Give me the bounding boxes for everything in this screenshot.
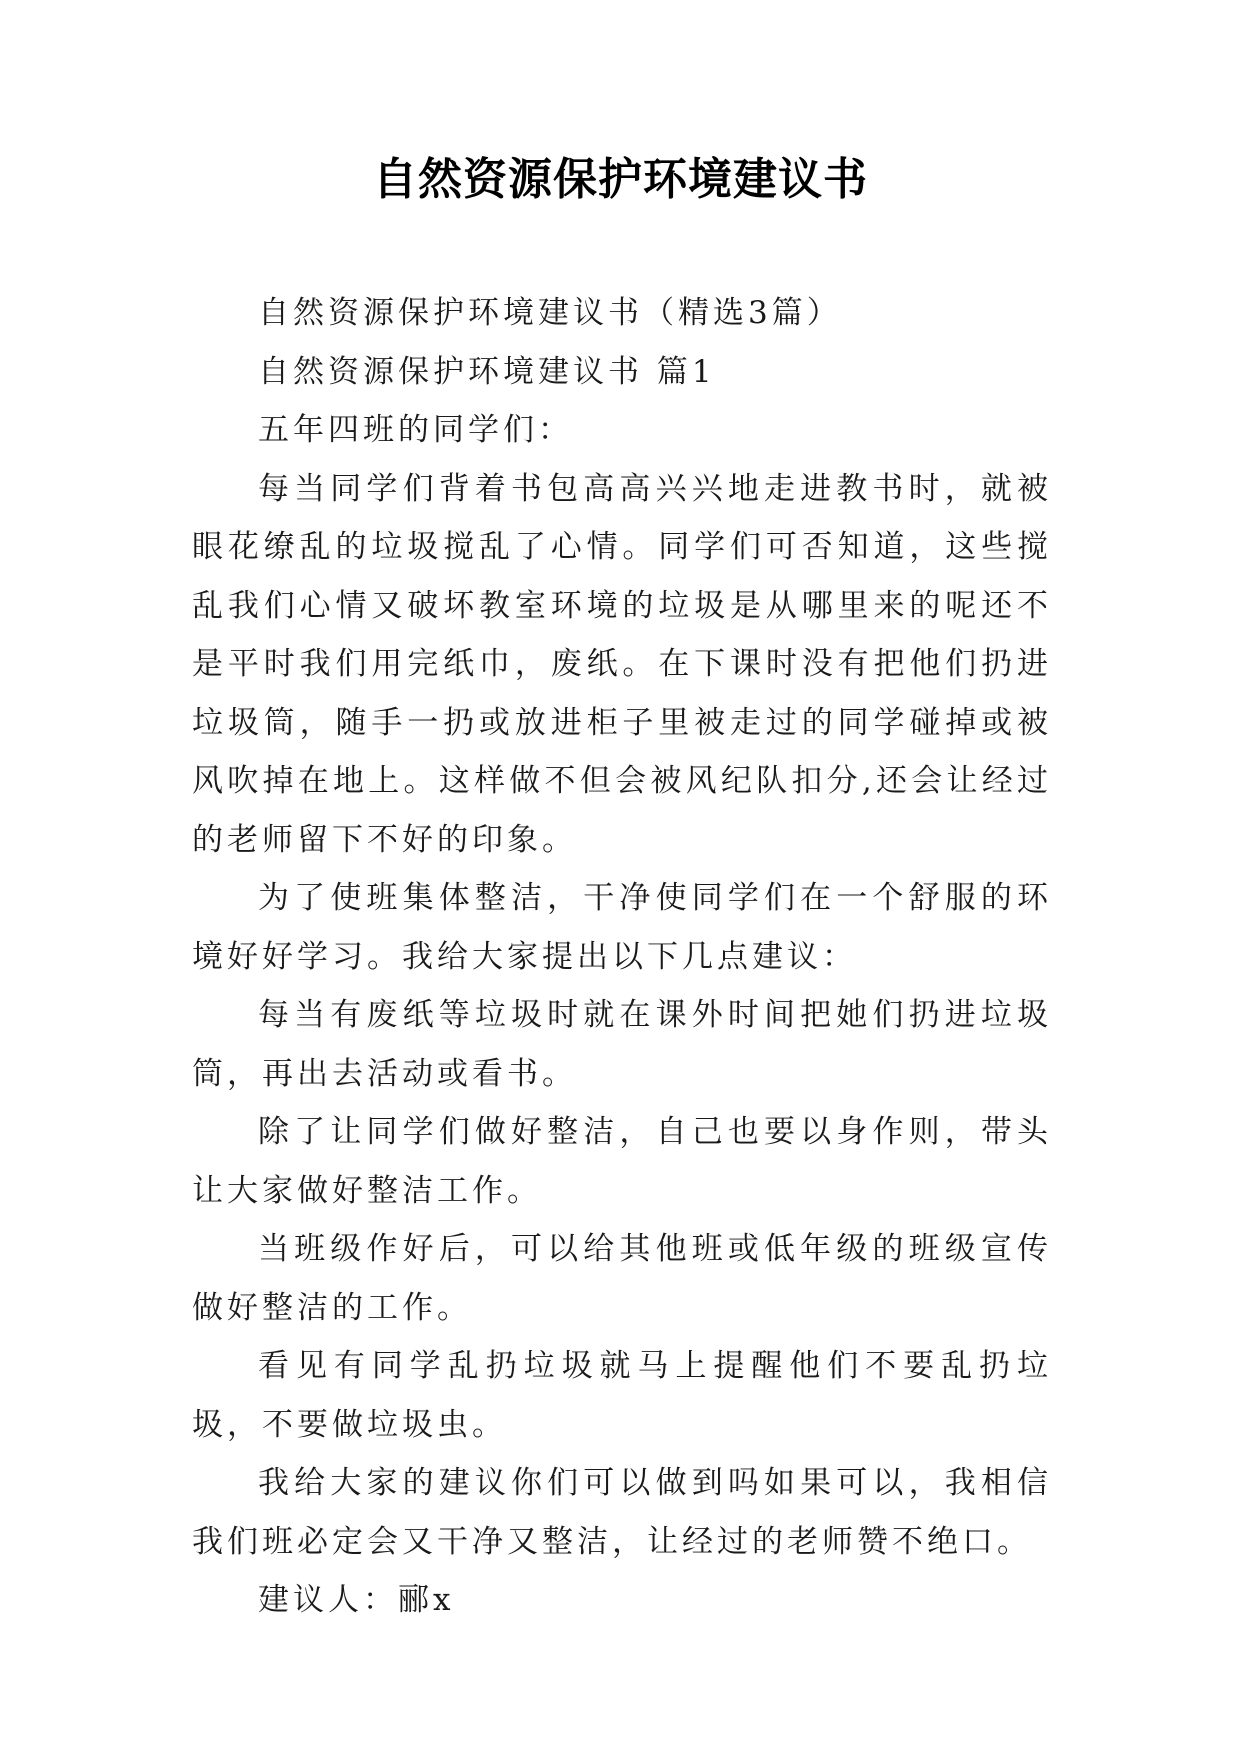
document-body (192, 284, 1052, 1630)
paragraph-suggestion: 每当有废纸等垃圾时就在课外时间把她们扔进垃圾筒，再出去活动或看书。 (192, 997, 1052, 1092)
paragraph-body: 每当同学们背着书包高高兴兴地走进教书时，就被眼花缭乱的垃圾搅乱了心情。同学们可否知道，这些搅乱我们心情又破坏教室环境的垃圾是从哪里来的呢还不是平时我们用完纸巾，废纸。在下课时没有把他们扔进垃圾筒，随手一扔或放进柜子里被走过的同学碰掉或被风吹掉在地上。这样做不但会被风纪队扣分,还会让经过的老师留下不好的印象。 (192, 470, 1052, 858)
paragraph-section-heading: 自然资源保护环境建议书 篇1 (258, 353, 716, 390)
paragraph-closing: 我给大家的建议你们可以做到吗如果可以，我相信我们班必定会又干净又整洁，让经过的老师赞不绝口。 (192, 1465, 1052, 1560)
paragraph-suggestion: 当班级作好后，可以给其他班或低年级的班级宣传做好整洁的工作。 (192, 1231, 1052, 1326)
paragraph-subtitle: 自然资源保护环境建议书（精选3篇） (258, 295, 842, 331)
paragraph-signature: 建议人：郦x (258, 1582, 455, 1618)
paragraph-suggestion: 除了让同学们做好整洁，自己也要以身作则，带头让大家做好整洁工作。 (192, 1114, 1052, 1209)
document-title: 自然资源保护环境建议书 (373, 154, 868, 205)
paragraph-suggestion: 看见有同学乱扔垃圾就马上提醒他们不要乱扔垃圾，不要做垃圾虫。 (192, 1348, 1052, 1443)
paragraph-salutation: 五年四班的同学们： (258, 412, 573, 448)
paragraph-body: 为了使班集体整洁，干净使同学们在一个舒服的环境好好学习。我给大家提出以下几点建议： (192, 880, 1052, 975)
